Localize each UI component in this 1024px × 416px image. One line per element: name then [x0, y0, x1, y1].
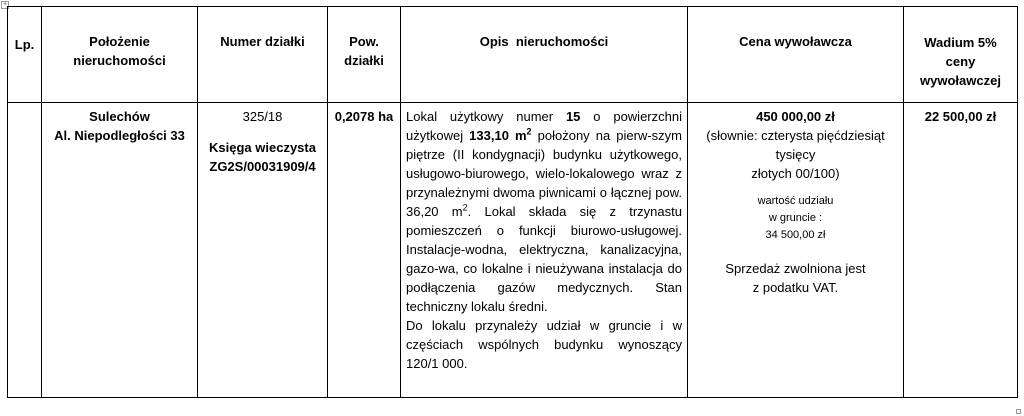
desc-part-3: położony na pierw-szym piętrze (II kondygnacji) budynku użytkowego, usługowo-biurowego, wielo-lokalowego wraz z przynależnymi dwoma piwnicami o łącznej pow. 36,20 m: [406, 128, 682, 219]
share-label-2: w gruncie :: [768, 212, 823, 224]
cell-area: 0,2078 ha: [328, 103, 401, 398]
cell-lp: [8, 103, 42, 398]
land-register-label: Księga wieczysta: [209, 140, 316, 155]
desc-sup-1: 2: [526, 126, 532, 137]
desc-part-1: Lokal użytkowy numer: [406, 109, 566, 124]
auction-table: [7, 6, 1018, 398]
header-lp: Lp.: [8, 7, 42, 103]
vat-note: [688, 259, 903, 297]
header-location: [42, 7, 198, 103]
header-deposit-text: Wadium 5% ceny wywoławczej: [920, 35, 1001, 88]
cell-location: [42, 103, 198, 398]
share-block: [688, 193, 903, 244]
share-label-1: wartość udziału: [757, 195, 834, 207]
desc-part-5: Do lokalu przynależy udział w gruncie i w częściach wspólnych budynku wynoszący 120/1 000.: [406, 318, 682, 371]
price-words-2: tysięcy: [775, 147, 816, 162]
table-move-handle-icon[interactable]: +: [2, 1, 8, 8]
location-city: Sulechów: [89, 109, 150, 124]
cell-parcel: [198, 103, 328, 398]
desc-usable-area: 133,10 m: [469, 128, 527, 143]
location-street: Al. Niepodległości 33: [54, 128, 185, 143]
desc-part-4: . Lokal składa się z trzynastu pomieszczeń o funkcji biurowo-usługowej. Instalacje-wodna, elektryczna, kanalizacyjna, gazo-wa, co lokalne i nieużywana instalacja do podłączenia gazów medycznych. Stan techniczny lokalu średni.: [406, 204, 682, 314]
table-resize-handle-icon[interactable]: [1016, 409, 1021, 414]
land-register-number: ZG2S/00031909/4: [209, 159, 316, 174]
vat-line-2: z podatku VAT.: [752, 280, 839, 295]
cell-deposit: 22 500,00 zł: [904, 103, 1018, 398]
table-row: [8, 103, 1018, 398]
header-deposit: [904, 7, 1018, 103]
price-words-3: złotych 00/100): [751, 166, 840, 181]
cell-price: [688, 103, 904, 398]
desc-unit-number: 15: [565, 109, 581, 124]
share-value: 34 500,00 zł: [765, 229, 826, 241]
parcel-number: 325/18: [242, 109, 283, 124]
header-row: [8, 7, 1018, 103]
cell-description: [401, 103, 688, 398]
header-area: [328, 7, 401, 103]
header-description: Opis nieruchomości: [401, 7, 688, 103]
desc-part-2: o powierzchni użytkowej: [406, 109, 682, 143]
price-value: 450 000,00 zł: [756, 109, 835, 124]
header-location-text: Położenie nieruchomości: [73, 34, 166, 68]
price-words-1: (słownie: czterysta pięćdziesiąt: [706, 128, 885, 143]
header-price: Cena wywoławcza: [688, 7, 904, 103]
vat-line-1: Sprzedaż zwolniona jest: [725, 261, 866, 276]
header-area-text: Pow. działki: [344, 34, 384, 68]
header-parcel-number: Numer działki: [198, 7, 328, 103]
desc-sup-2: 2: [462, 202, 468, 213]
